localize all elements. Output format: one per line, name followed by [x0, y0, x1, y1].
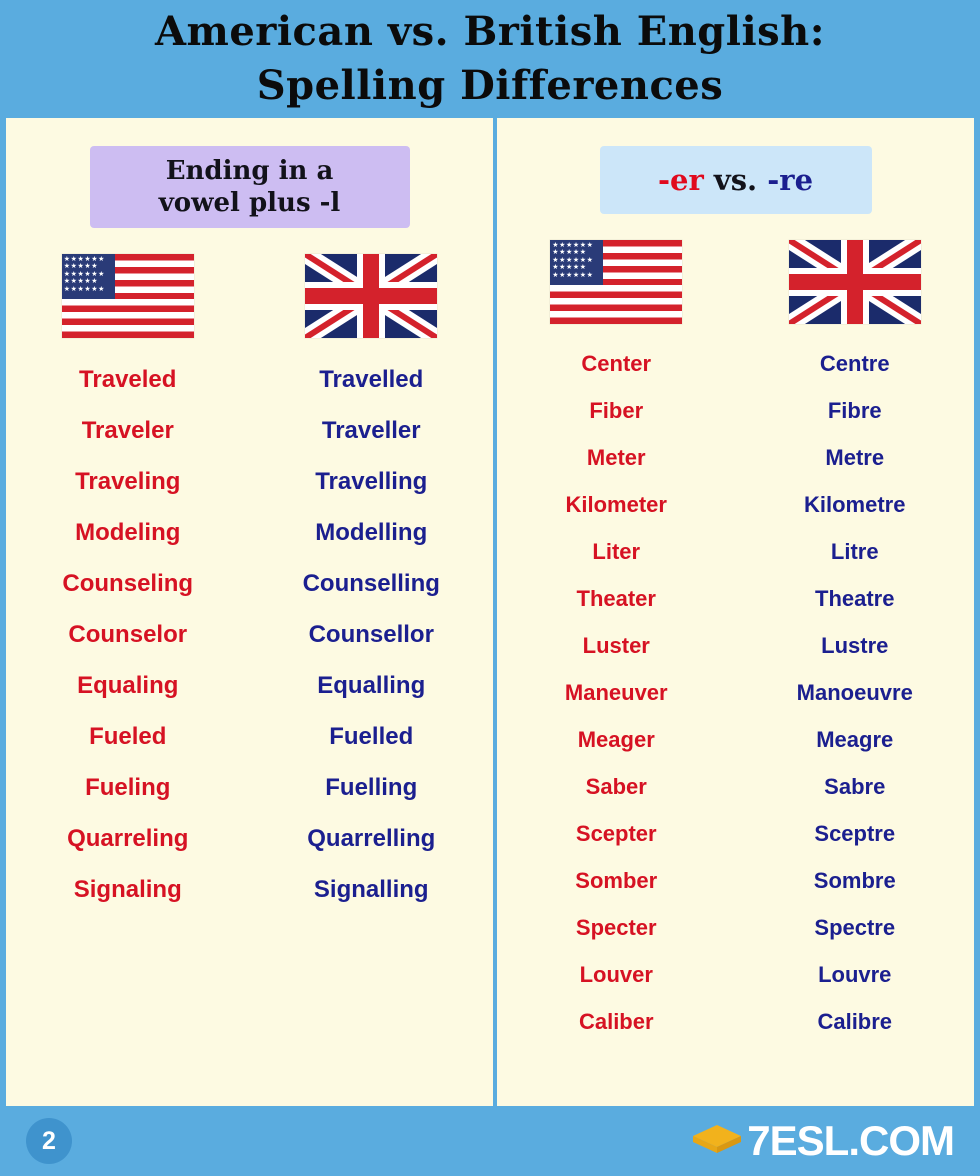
british-word: Metre: [825, 445, 885, 470]
word-pair-row: [497, 904, 974, 951]
word-pair-row: [497, 387, 974, 434]
word-pair-row: [6, 660, 493, 711]
american-word: Quarreling: [67, 825, 189, 852]
page-title: [155, 5, 825, 113]
page-title-line-2: Spelling Differences: [256, 62, 724, 109]
american-word: Fueling: [85, 774, 171, 801]
word-pair-row: [6, 456, 493, 507]
british-word: Louvre: [818, 962, 892, 987]
american-word: Luster: [582, 633, 650, 658]
british-word: Quarrelling: [307, 825, 436, 852]
american-word: Traveler: [81, 417, 174, 444]
british-word: Sombre: [813, 868, 896, 893]
right-british-flag-cell: [736, 240, 975, 324]
right-section-title-part-1: -er: [657, 163, 704, 197]
word-pair-row: [6, 507, 493, 558]
american-word: Kilometer: [565, 492, 667, 517]
british-word: Counselling: [302, 570, 440, 597]
british-word: Kilometre: [804, 492, 906, 517]
word-pair-row: [497, 998, 974, 1045]
right-american-flag-cell: [497, 240, 736, 324]
word-pair-row: [6, 609, 493, 660]
left-american-flag-cell: [6, 254, 250, 338]
american-word: Saber: [585, 774, 647, 799]
word-pair-row: [497, 763, 974, 810]
word-pair-row: [497, 434, 974, 481]
right-word-list: [497, 340, 974, 1045]
american-word: Fiber: [589, 398, 644, 423]
left-section-title-line-2: vowel plus -l: [158, 188, 341, 218]
british-word: Spectre: [814, 915, 896, 940]
american-word: Liter: [592, 539, 641, 564]
left-panel: [6, 118, 493, 1106]
page-footer: [0, 1106, 980, 1176]
content-area: [0, 118, 980, 1106]
word-pair-row: [6, 354, 493, 405]
british-word: Fibre: [827, 398, 882, 423]
american-word: Theater: [576, 586, 656, 611]
word-pair-row: [497, 951, 974, 998]
uk-flag-icon: [305, 254, 437, 338]
right-panel: [497, 118, 974, 1106]
american-word: Traveling: [75, 468, 181, 495]
british-word: Manoeuvre: [796, 680, 913, 705]
american-word: Specter: [575, 915, 657, 940]
british-word: Fuelled: [329, 723, 414, 750]
british-word: Travelling: [315, 468, 428, 495]
word-pair-row: [6, 405, 493, 456]
british-word: Counsellor: [308, 621, 434, 648]
american-word: Modeling: [75, 519, 181, 546]
us-flag-icon: [62, 254, 194, 338]
british-word: Lustre: [821, 633, 889, 658]
word-pair-row: [6, 558, 493, 609]
us-flag-stars: ★★★★★★ ★★★★★ ★★★★★★ ★★★★★ ★★★★★★: [552, 241, 594, 279]
word-pair-row: [6, 864, 493, 915]
brand-logo: [691, 1117, 954, 1164]
american-word: Center: [581, 351, 652, 376]
american-word: Scepter: [575, 821, 657, 846]
british-word: Calibre: [817, 1009, 893, 1034]
american-word: Caliber: [578, 1009, 654, 1034]
word-pair-row: [497, 669, 974, 716]
word-pair-row: [497, 622, 974, 669]
american-word: Counselor: [68, 621, 188, 648]
word-pair-row: [497, 340, 974, 387]
left-flag-row: [6, 254, 493, 338]
right-flag-row: [497, 240, 974, 324]
british-word: Equalling: [317, 672, 426, 699]
british-word: Meagre: [816, 727, 894, 752]
british-word: Modelling: [315, 519, 428, 546]
american-word: Meager: [577, 727, 655, 752]
american-word: Traveled: [79, 366, 177, 393]
british-word: Litre: [830, 539, 879, 564]
page-title-line-1: American vs. British English:: [154, 8, 826, 55]
page-header: [0, 0, 980, 118]
american-word: Counseling: [62, 570, 194, 597]
word-pair-row: [497, 716, 974, 763]
word-pair-row: [6, 762, 493, 813]
british-word: Centre: [819, 351, 890, 376]
word-pair-row: [6, 711, 493, 762]
british-word: Travelled: [319, 366, 424, 393]
right-section-title-part-3: -re: [767, 163, 814, 197]
us-flag-icon: [550, 240, 682, 324]
american-word: Meter: [586, 445, 646, 470]
graduation-cap-icon: [691, 1121, 743, 1161]
right-section-title-part-2: vs.: [713, 163, 758, 197]
american-word: Louver: [579, 962, 653, 987]
british-word: Sabre: [824, 774, 886, 799]
british-word: Traveller: [321, 417, 421, 444]
american-word: Signaling: [73, 876, 182, 903]
left-section-title-line-1: Ending in a: [165, 155, 334, 186]
british-word: Theatre: [815, 586, 895, 611]
uk-flag-horizontal-red: [789, 274, 921, 290]
american-word: Somber: [575, 868, 658, 893]
american-word: Maneuver: [564, 680, 668, 705]
word-pair-row: [497, 810, 974, 857]
page-number-badge: 2: [26, 1118, 72, 1164]
right-section-title: [600, 146, 872, 214]
word-pair-row: [497, 575, 974, 622]
left-word-list: [6, 354, 493, 915]
word-pair-row: [497, 528, 974, 575]
word-pair-row: [497, 481, 974, 528]
word-pair-row: [6, 813, 493, 864]
uk-flag-icon: [789, 240, 921, 324]
brand-name: 7ESL.COM: [747, 1117, 954, 1164]
british-word: Fuelling: [325, 774, 418, 801]
left-section-title: [90, 146, 410, 228]
british-word: Sceptre: [814, 821, 896, 846]
american-word: Fueled: [89, 723, 167, 750]
american-word: Equaling: [77, 672, 179, 699]
left-british-flag-cell: [250, 254, 494, 338]
us-flag-stars: ★★★★★★ ★★★★★ ★★★★★★ ★★★★★ ★★★★★★: [63, 255, 106, 293]
british-word: Signalling: [313, 876, 429, 903]
uk-flag-horizontal-red: [305, 288, 437, 304]
word-pair-row: [497, 857, 974, 904]
